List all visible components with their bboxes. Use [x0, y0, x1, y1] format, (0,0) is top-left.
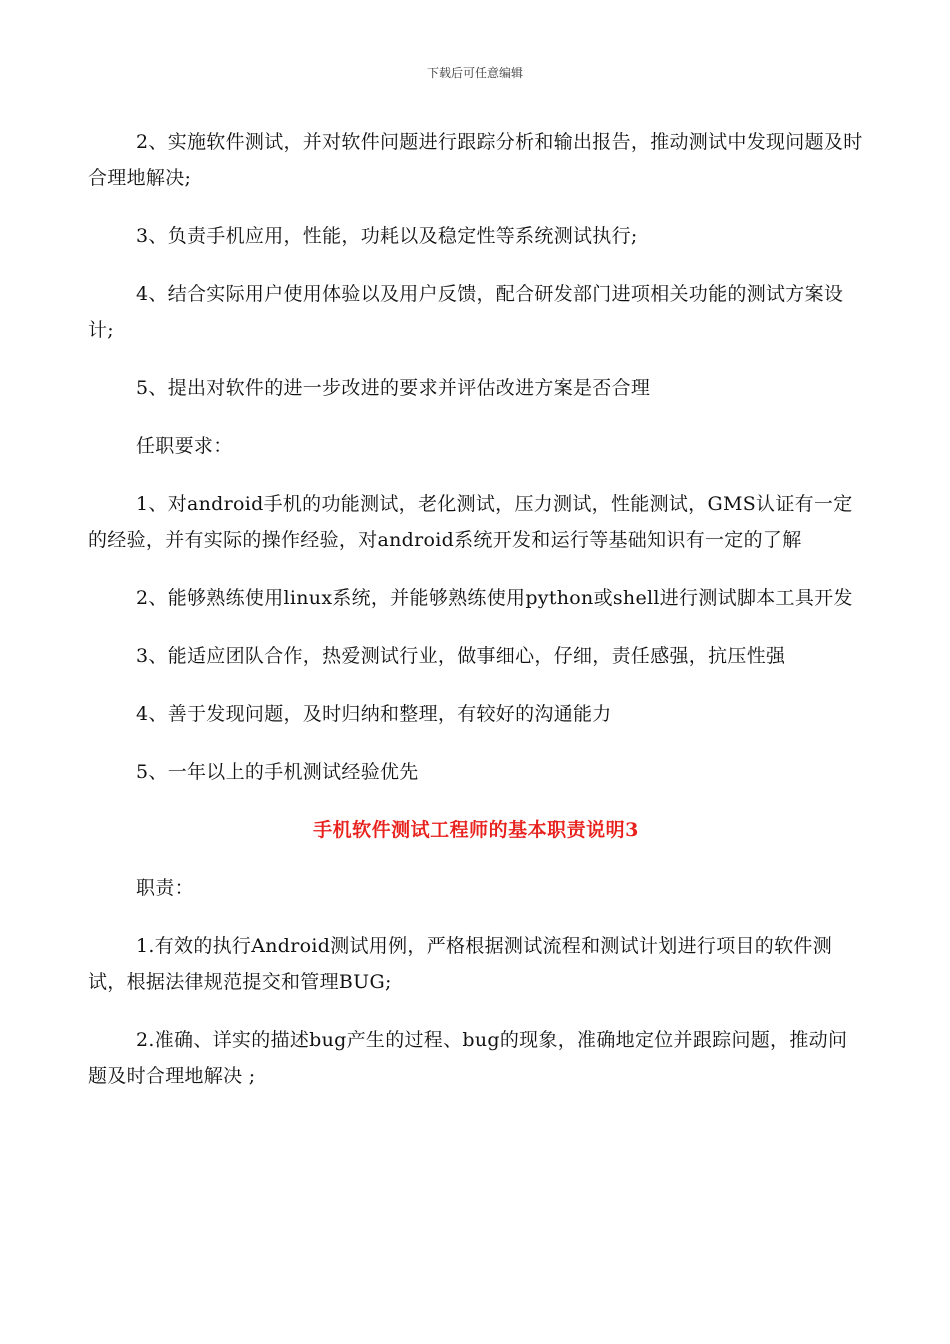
document-body	[88, 124, 864, 1116]
paragraph-duty-5: 5、提出对软件的进一步改进的要求并评估改进方案是否合理	[136, 377, 651, 399]
paragraph-section3-duty-2: 2.准确、详实的描述bug产生的过程、bug的现象，准确地定位并跟踪问题，推动问题及时合理地解决 ;	[88, 1029, 848, 1087]
paragraph-duty-2: 2、实施软件测试，并对软件问题进行跟踪分析和输出报告，推动测试中发现问题及时合理地解决;	[88, 131, 863, 189]
paragraph-requirement-4: 4、善于发现问题，及时归纳和整理，有较好的沟通能力	[136, 703, 612, 725]
page-header: 下载后可任意编辑	[426, 66, 523, 80]
paragraph-requirement-2: 2、能够熟练使用linux系统，并能够熟练使用python或shell进行测试脚本工具开发	[136, 587, 853, 609]
section-heading: 手机软件测试工程师的基本职责说明3	[313, 819, 639, 841]
duties-label: 职责：	[136, 877, 194, 899]
paragraph-requirement-1: 1、对android手机的功能测试，老化测试，压力测试，性能测试，GMS认证有一定的经验，并有实际的操作经验，对android系统开发和运行等基础知识有一定的了解	[88, 493, 853, 551]
paragraph-requirement-5: 5、一年以上的手机测试经验优先	[136, 761, 419, 783]
paragraph-duty-3: 3、负责手机应用，性能，功耗以及稳定性等系统测试执行;	[136, 225, 638, 247]
paragraph-requirement-3: 3、能适应团队合作，热爱测试行业，做事细心，仔细，责任感强，抗压性强	[136, 645, 786, 667]
paragraph-duty-4: 4、结合实际用户使用体验以及用户反馈，配合研发部门进项相关功能的测试方案设计;	[88, 283, 844, 341]
paragraph-section3-duty-1: 1.有效的执行Android测试用例，严格根据测试流程和测试计划进行项目的软件测试，根据法律规范提交和管理BUG;	[88, 935, 833, 993]
requirements-label: 任职要求：	[136, 435, 233, 457]
